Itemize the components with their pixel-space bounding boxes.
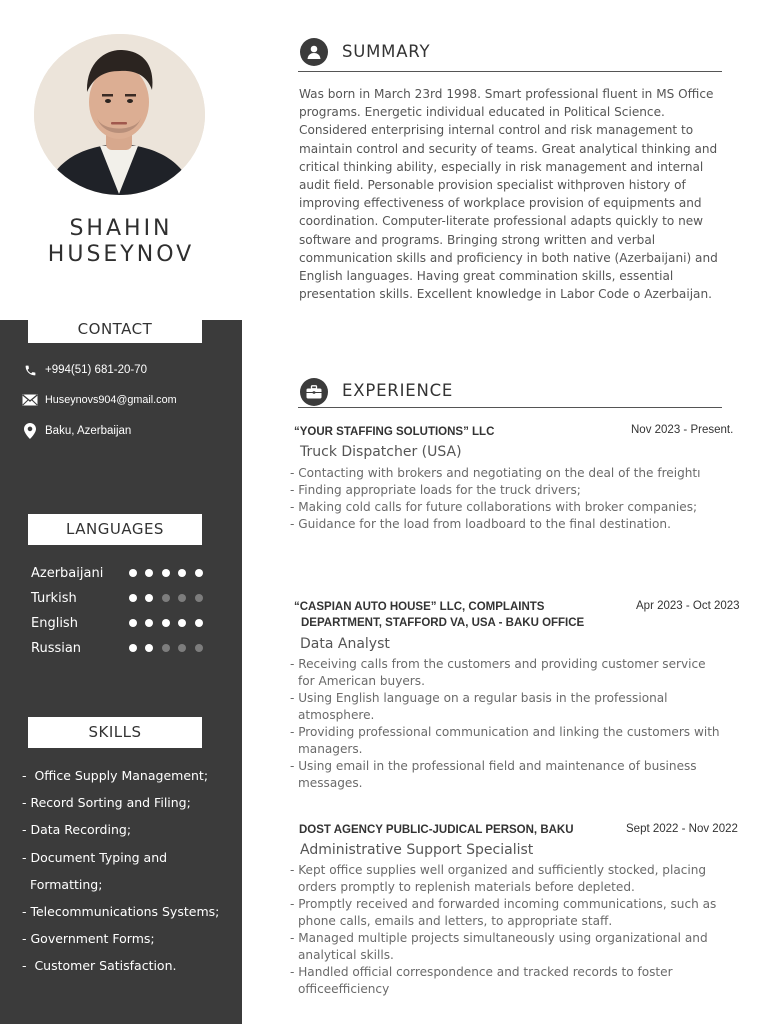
job-3-bullet: - Promptly received and forwarded incoming communications, such as phone calls, emails and letters, to appropriate staff. xyxy=(290,897,717,928)
briefcase-icon xyxy=(300,378,328,406)
job-3-bullet: - Handled official correspondence and tracked records to foster officeefficiency xyxy=(290,965,673,996)
skill-item: - Document Typing and xyxy=(22,849,168,865)
language-level xyxy=(129,594,212,602)
job-2-role: Data Analyst xyxy=(300,636,390,652)
user-icon xyxy=(300,38,328,66)
job-1-bullet: - Guidance for the load from loadboard to the final destination. xyxy=(290,517,671,531)
job-1-bullet: - Finding appropriate loads for the truck drivers; xyxy=(290,483,581,497)
location-text: Baku, Azerbaijan xyxy=(45,425,132,437)
last-name: HUSEYNOV xyxy=(47,242,195,267)
contact-heading: CONTACT xyxy=(28,313,202,343)
language-row xyxy=(31,589,211,607)
level-dot xyxy=(178,569,186,577)
level-dot xyxy=(162,644,170,652)
map-pin-icon xyxy=(22,423,38,439)
language-name: Russian xyxy=(31,640,82,656)
job-3-role: Administrative Support Specialist xyxy=(300,842,534,858)
email-text[interactable]: Huseynovs904@gmail.com xyxy=(45,394,177,406)
level-dot xyxy=(129,594,137,602)
skills-heading: SKILLS xyxy=(28,717,202,748)
job-1-company: “YOUR STAFFING SOLUTIONS” LLC xyxy=(294,426,495,438)
summary-text: Was born in March 23rd 1998. Smart professional fluent in MS Office programs. Energetic individual educated in Political Science. Considered enterprising internal control and risk management to maintain control and security of teams. Great analytical thinking and critical thinking ability, especially in risk management and internal audit field. Personable provision specialist withproven history of improving effectiveness of workplace provision of equipments and coordination. Computer-literate professional adapts quickly to new software and programs. Bringing strong written and verbal communication skills and proficiency in both native (Azerbaijani) and English languages. Having great commination skills, essential presentation skills. Excellent knowledge in Labor Code o Azerbaijan. xyxy=(299,87,718,302)
language-name: Turkish xyxy=(31,590,77,606)
job-2-bullet: - Receiving calls from the customers and providing customer service for American buyers. xyxy=(290,657,706,688)
level-dot xyxy=(195,569,203,577)
job-3-bullet: - Managed multiple projects simultaneously using organizational and analytical skills. xyxy=(290,931,708,962)
language-name: Azerbaijani xyxy=(31,565,104,581)
skill-item: Formatting; xyxy=(22,876,103,892)
level-dot xyxy=(162,569,170,577)
job-2-bullet: - Using English language on a regular basis in the professional atmosphere. xyxy=(290,691,668,722)
envelope-icon xyxy=(22,392,38,408)
first-name: SHAHIN xyxy=(69,216,173,241)
summary-header xyxy=(298,38,722,72)
profile-photo xyxy=(34,34,205,195)
languages-heading: LANGUAGES xyxy=(28,514,202,545)
level-dot xyxy=(162,594,170,602)
job-1-date: Nov 2023 - Present. xyxy=(631,424,734,436)
level-dot xyxy=(129,644,137,652)
job-1-role: Truck Dispatcher (USA) xyxy=(300,444,462,460)
level-dot xyxy=(195,619,203,627)
job-3-company: DOST AGENCY PUBLIC-JUDICAL PERSON, BAKU xyxy=(299,824,574,836)
skill-item: - Customer Satisfaction. xyxy=(22,958,177,974)
language-row xyxy=(31,614,211,632)
level-dot xyxy=(145,644,153,652)
job-2-bullet: - Using email in the professional field and maintenance of business messages. xyxy=(290,759,697,790)
level-dot xyxy=(145,594,153,602)
level-dot xyxy=(195,594,203,602)
job-1-bullet: - Making cold calls for future collaborations with broker companies; xyxy=(290,500,698,514)
level-dot xyxy=(162,619,170,627)
job-2-company-line2: DEPARTMENT, STAFFORD VA, USA - BAKU OFFICE xyxy=(301,616,585,629)
level-dot xyxy=(178,644,186,652)
summary-title: SUMMARY xyxy=(342,42,431,61)
skill-item: - Record Sorting and Filing; xyxy=(22,795,191,811)
experience-title: EXPERIENCE xyxy=(342,381,454,400)
job-2-date: Apr 2023 - Oct 2023 xyxy=(636,600,740,612)
job-2-company xyxy=(294,600,584,631)
level-dot xyxy=(129,619,137,627)
skill-item: - Government Forms; xyxy=(22,931,155,947)
language-name: English xyxy=(31,615,78,631)
language-row xyxy=(31,564,211,582)
language-level xyxy=(129,619,212,627)
job-2-bullet: - Providing professional communication and linking the customers with managers. xyxy=(290,725,720,756)
job-3-date: Sept 2022 - Nov 2022 xyxy=(626,823,738,835)
job-3-bullet: - Kept office supplies well organized and sufficiently stocked, placing orders promptly to replenish materials before depleted. xyxy=(290,863,707,894)
job-3-bullets xyxy=(290,862,735,998)
skill-item: - Office Supply Management; xyxy=(22,768,209,783)
experience-header xyxy=(298,378,722,408)
skill-item: - Telecommunications Systems; xyxy=(22,904,220,919)
contact-location xyxy=(22,423,131,439)
level-dot xyxy=(145,569,153,577)
language-row xyxy=(31,639,211,657)
phone-text[interactable]: +994(51) 681-20-70 xyxy=(45,364,147,376)
job-1-bullets xyxy=(290,465,715,533)
language-level xyxy=(129,644,212,652)
contact-email xyxy=(22,392,177,408)
level-dot xyxy=(195,644,203,652)
language-level xyxy=(129,569,212,577)
job-1-bullet: - Contacting with brokers and negotiating on the deal of the freightı xyxy=(290,466,701,480)
contact-phone xyxy=(22,362,147,378)
level-dot xyxy=(129,569,137,577)
level-dot xyxy=(145,619,153,627)
level-dot xyxy=(178,594,186,602)
job-2-company-line1: “CASPIAN AUTO HOUSE” LLC, COMPLAINTS xyxy=(294,601,545,613)
phone-icon xyxy=(22,362,38,378)
level-dot xyxy=(178,619,186,627)
job-2-bullets xyxy=(290,656,720,792)
skill-item: - Data Recording; xyxy=(22,822,132,838)
